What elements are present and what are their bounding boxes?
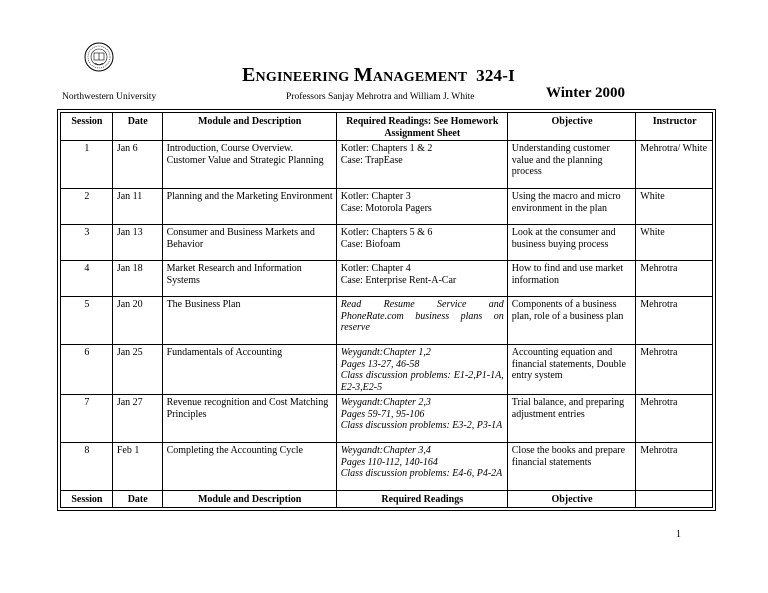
readings-cell: Kotler: Chapter 4 Case: Enterprise Rent-A-Car [336,261,507,297]
date-cell: Jan 27 [112,395,162,443]
footer-col-module: Module and Description [162,491,336,508]
module-cell: The Business Plan [162,297,336,345]
session-cell: 6 [61,345,113,395]
col-header-session: Session [61,113,113,141]
instructor-cell: White [636,189,713,225]
readings-cell: Weygandt:Chapter 1,2 Pages 13-27, 46-58 Class discussion problems: E1-2,P1-1A, E2-3,E2-5 [336,345,507,395]
col-header-instructor: Instructor [636,113,713,141]
readings-cell: Kotler: Chapters 5 & 6 Case: Biofoam [336,225,507,261]
term-label: Winter 2000 [546,85,626,101]
instructor-cell: Mehrotra/ White [636,141,713,189]
course-number: 324-I [476,66,515,85]
col-header-module: Module and Description [162,113,336,141]
module-cell: Market Research and Information Systems [162,261,336,297]
col-header-date: Date [112,113,162,141]
footer-header-row [61,491,713,508]
date-cell: Jan 20 [112,297,162,345]
session-cell: 7 [61,395,113,443]
readings-cell: Kotler: Chapters 1 & 2 Case: TrapEase [336,141,507,189]
objective-cell: Components of a business plan, role of a business plan [507,297,636,345]
col-header-objective: Objective [507,113,636,141]
date-cell: Feb 1 [112,443,162,491]
session-cell: 1 [61,141,113,189]
module-cell: Consumer and Business Markets and Behavior [162,225,336,261]
objective-cell: Trial balance, and preparing adjustment entries [507,395,636,443]
module-cell: Fundamentals of Accounting [162,345,336,395]
objective-cell: Accounting equation and financial statements, Double entry system [507,345,636,395]
university-name: Northwestern University [62,92,157,102]
module-cell: Planning and the Marketing Environment [162,189,336,225]
readings-cell: Kotler: Chapter 3 Case: Motorola Pagers [336,189,507,225]
table-row [61,395,713,443]
table-row [61,189,713,225]
footer-col-date: Date [112,491,162,508]
date-cell: Jan 6 [112,141,162,189]
readings-cell: Weygandt:Chapter 2,3 Pages 59-71, 95-106 Class discussion problems: E3-2, P3-1A [336,395,507,443]
professors-line: Professors Sanjay Mehrotra and William J. White [286,92,475,102]
session-cell: 2 [61,189,113,225]
course-title: ENGINEERING MANAGEMENT 324-I [242,64,515,86]
session-cell: 5 [61,297,113,345]
objective-cell: Close the books and prepare financial statements [507,443,636,491]
date-cell: Jan 13 [112,225,162,261]
readings-cell: Weygandt:Chapter 3,4 Pages 110-112, 140-164 Class discussion problems: E4-6, P4-2A [336,443,507,491]
instructor-cell: Mehrotra [636,443,713,491]
footer-col-objective: Objective [507,491,636,508]
schedule-table [60,112,713,508]
date-cell: Jan 25 [112,345,162,395]
table-row [61,443,713,491]
instructor-cell: White [636,225,713,261]
instructor-cell: Mehrotra [636,261,713,297]
readings-cell: Read Resume Service and PhoneRate.com business plans on reserve [336,297,507,345]
university-seal-logo [84,42,114,72]
objective-cell: Using the macro and micro environment in the plan [507,189,636,225]
col-header-readings: Required Readings: See Homework Assignment Sheet [336,113,507,141]
footer-col-readings: Required Readings [336,491,507,508]
instructor-cell: Mehrotra [636,395,713,443]
objective-cell: Look at the consumer and business buying process [507,225,636,261]
instructor-cell: Mehrotra [636,345,713,395]
table-row [61,297,713,345]
table-row [61,261,713,297]
module-cell: Completing the Accounting Cycle [162,443,336,491]
header-row [61,113,713,141]
date-cell: Jan 18 [112,261,162,297]
table-row [61,225,713,261]
page-number: 1 [676,529,681,540]
module-cell: Revenue recognition and Cost Matching Principles [162,395,336,443]
footer-col-session: Session [61,491,113,508]
module-cell: Introduction, Course Overview. Customer Value and Strategic Planning [162,141,336,189]
objective-cell: Understanding customer value and the planning process [507,141,636,189]
date-cell: Jan 11 [112,189,162,225]
session-cell: 3 [61,225,113,261]
footer-col-instructor [636,491,713,508]
session-cell: 8 [61,443,113,491]
objective-cell: How to find and use market information [507,261,636,297]
table-row [61,141,713,189]
table-row [61,345,713,395]
instructor-cell: Mehrotra [636,297,713,345]
session-cell: 4 [61,261,113,297]
